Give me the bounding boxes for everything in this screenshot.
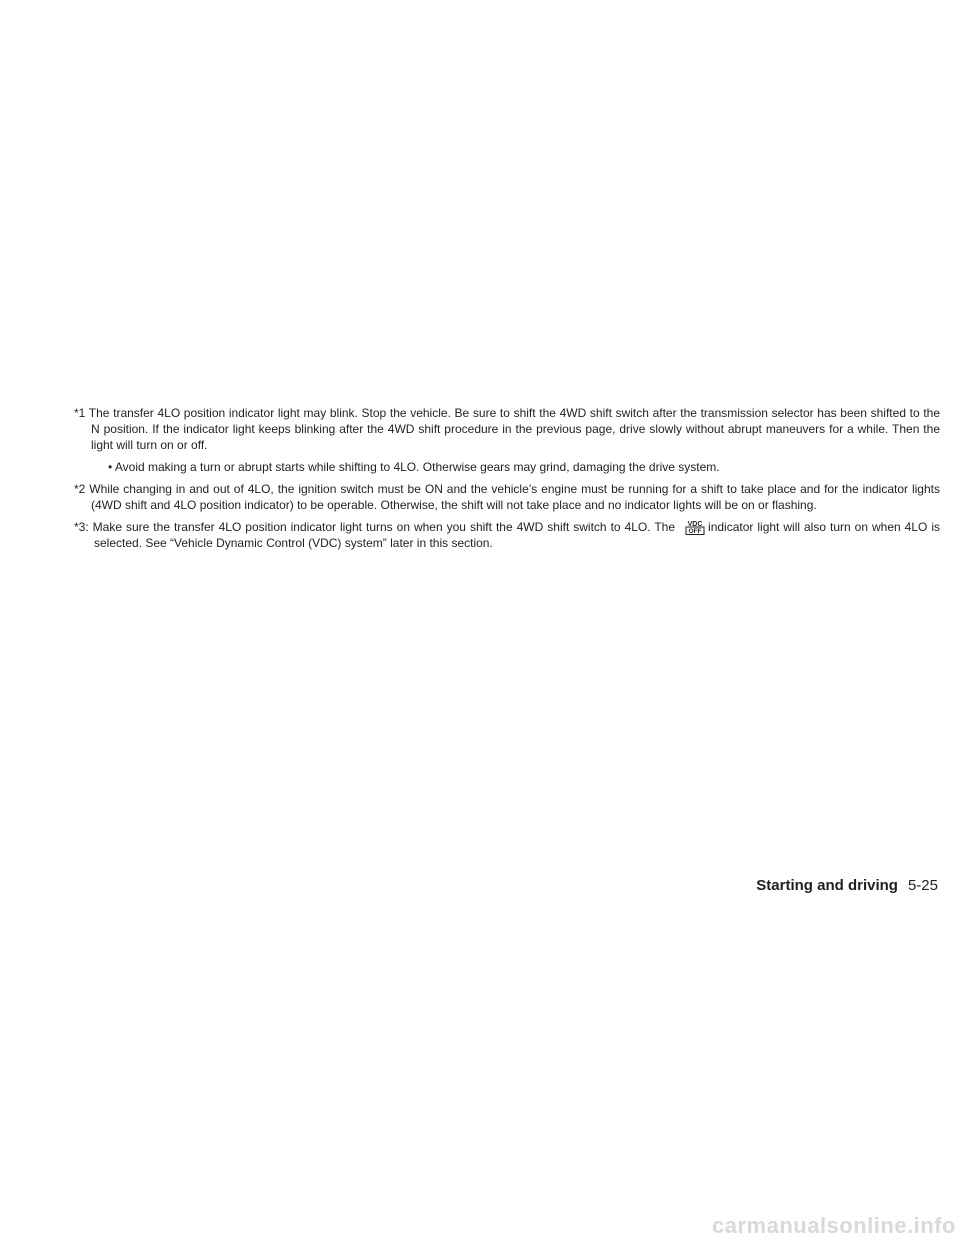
footnote-1-text: *1 The transfer 4LO position indicator light may blink. Stop the vehicle. Be sure to shift the 4WD shift switch after the transmission selector has been shifted to the N position. If the indicator light keeps blinking after the 4WD shift procedure in the previous page, drive slowly without abrupt maneuvers for a while. Then the light will turn on or off. bbox=[74, 406, 940, 452]
footnotes-block bbox=[74, 405, 940, 557]
footer-page-number: 5-25 bbox=[907, 877, 938, 894]
footnote-1 bbox=[74, 405, 940, 475]
footnote-2 bbox=[74, 481, 940, 513]
footnote-2-text: *2 While changing in and out of 4LO, the ignition switch must be ON and the vehicle’s engine must be running for a shift to take place and for the indicator lights (4WD shift and 4LO position indicator) to be operable. Otherwise, the shift will not take place and no indicator lights will be on or flashing. bbox=[74, 482, 940, 512]
vdc-icon-bottom-text: OFF bbox=[688, 528, 702, 535]
watermark-logo: carmanualsonline.info bbox=[712, 1213, 956, 1238]
footnote-3-text-after-icon: indicator light will also turn on when 4LO is selected. See “Vehicle Dynamic Control (VDC) system” later in this section. bbox=[94, 520, 940, 550]
footer-section-title: Starting and driving bbox=[756, 877, 898, 894]
vdc-off-icon bbox=[685, 519, 705, 535]
vdc-icon-top-text: VDC bbox=[687, 521, 703, 528]
footnote-1-bullet: • Avoid making a turn or abrupt starts while shifting to 4LO. Otherwise gears may grind, damaging the drive system. bbox=[108, 460, 720, 474]
footnote-3 bbox=[74, 519, 940, 551]
footnote-3-text-before-icon: *3: Make sure the transfer 4LO position indicator light turns on when you shift the 4WD shift switch to 4LO. The bbox=[74, 520, 676, 534]
page-footer bbox=[756, 877, 938, 895]
